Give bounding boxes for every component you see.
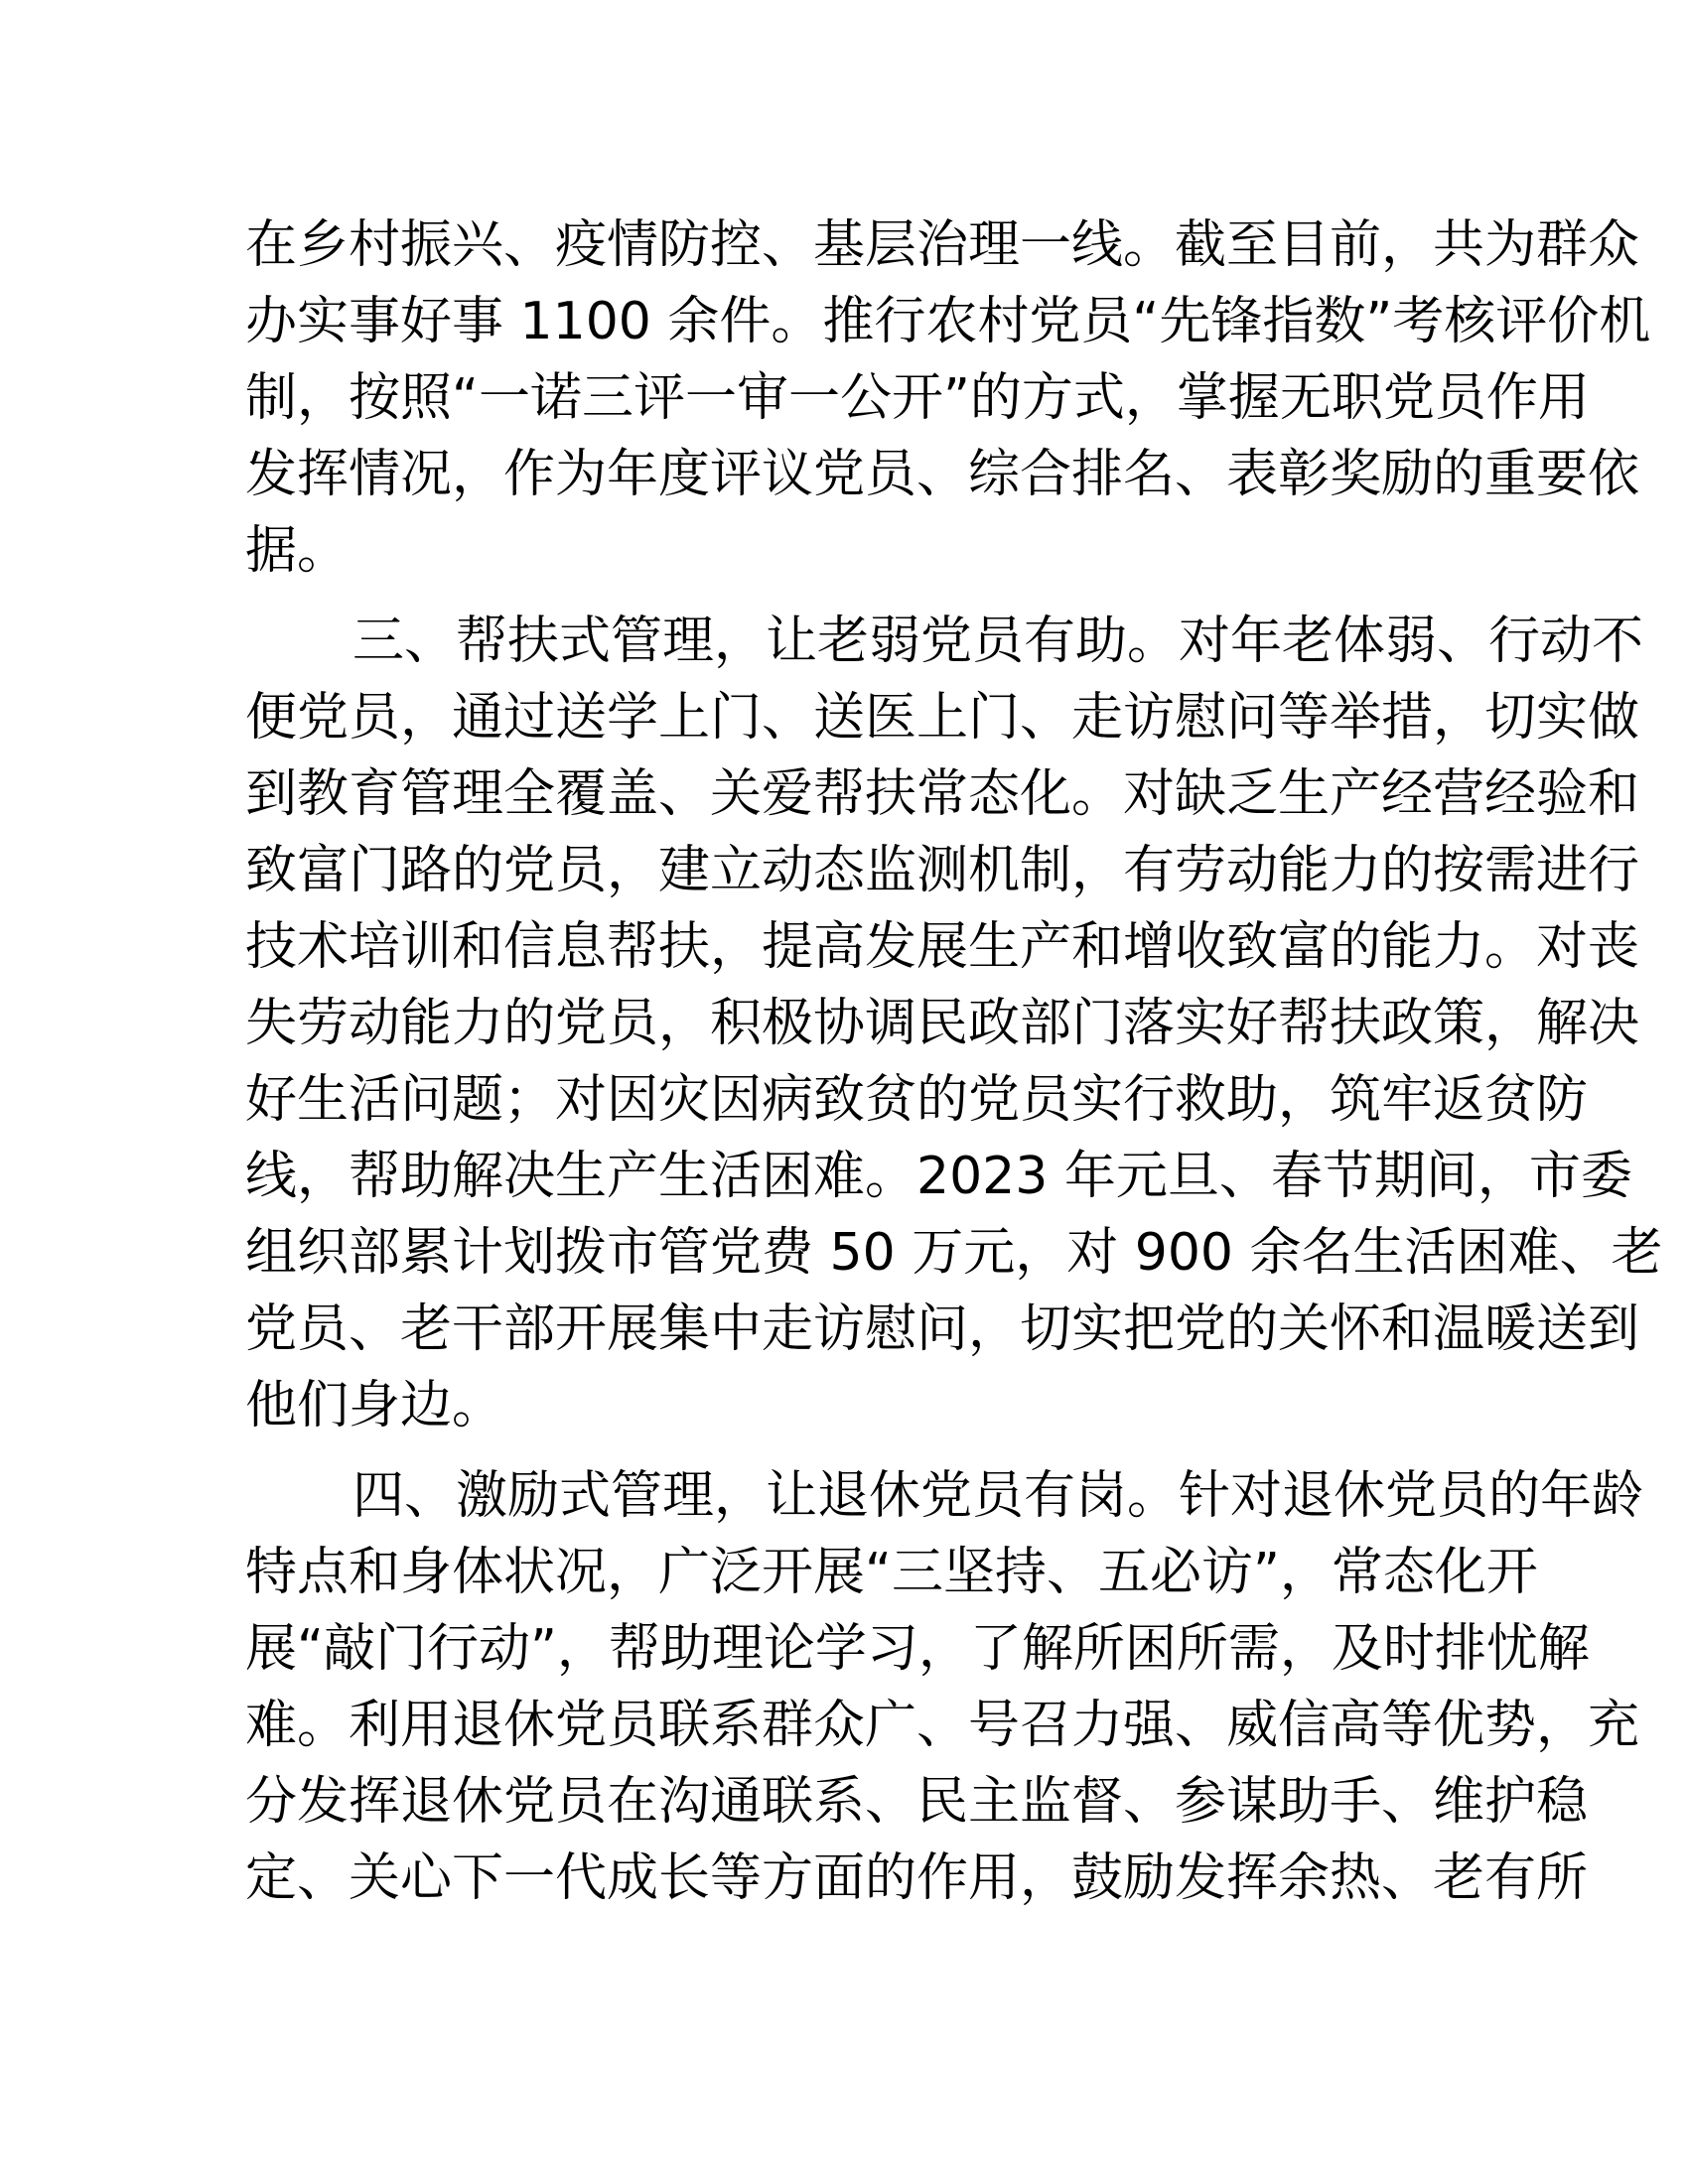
text-line: 好生活问题；对因灾因病致贫的党员实行救助，筑牢返贫防 xyxy=(245,1070,1589,1130)
text-line: 发挥情况，作为年度评议党员、综合排名、表彰奖励的重要依 xyxy=(245,445,1640,504)
paragraph-continuation xyxy=(245,207,1651,590)
text-line: 技术培训和信息帮扶，提高发展生产和增收致富的能力。对丧 xyxy=(245,917,1640,977)
text-line: 在乡村振兴、疫情防控、基层治理一线。截至目前，共为群众 xyxy=(245,215,1640,275)
text-line: 失劳动能力的党员，积极协调民政部门落实好帮扶政策，解决 xyxy=(245,994,1640,1053)
text-line: 展“敲门行动”，帮助理论学习，了解所困所需，及时排忧解 xyxy=(245,1619,1590,1679)
text-line: 到教育管理全覆盖、关爱帮扶常态化。对缺乏生产经营经验和 xyxy=(245,764,1640,824)
text-line: 便党员，通过送学上门、送医上门、走访慰问等举措，切实做 xyxy=(245,688,1640,748)
text-line: 定、关心下一代成长等方面的作用，鼓励发挥余热、老有所 xyxy=(245,1848,1589,1908)
section-heading-line: 四、激励式管理，让退休党员有岗。针对退休党员的年龄 xyxy=(352,1466,1644,1526)
text-line: 他们身边。 xyxy=(245,1376,504,1435)
text-line: 办实事好事 1100 余件。推行农村党员“先锋指数”考核评价机 xyxy=(245,292,1651,351)
text-line: 分发挥退休党员在沟通联系、民主监督、参谋助手、维护稳 xyxy=(245,1772,1589,1832)
text-line: 致富门路的党员，建立动态监测机制，有劳动能力的按需进行 xyxy=(245,841,1640,900)
paragraph-section-four xyxy=(245,1458,1644,1917)
text-line: 特点和身体状况，广泛开展“三坚持、五必访”，常态化开 xyxy=(245,1543,1538,1602)
text-line: 组织部累计划拨市管党费 50 万元，对 900 余名生活困难、老 xyxy=(245,1223,1663,1283)
text-line: 党员、老干部开展集中走访慰问，切实把党的关怀和温暖送到 xyxy=(245,1299,1640,1359)
text-line: 据。 xyxy=(245,521,350,581)
text-line: 制，按照“一诺三评一审一公开”的方式，掌握无职党员作用 xyxy=(245,368,1590,428)
text-line: 难。利用退休党员联系群众广、号召力强、威信高等优势，充 xyxy=(245,1696,1640,1755)
paragraph-section-three xyxy=(245,604,1663,1444)
text-line: 线，帮助解决生产生活困难。2023 年元旦、春节期间，市委 xyxy=(245,1147,1632,1206)
section-heading-line: 三、帮扶式管理，让老弱党员有助。对年老体弱、行动不 xyxy=(352,612,1644,671)
document-page xyxy=(245,207,1663,1917)
